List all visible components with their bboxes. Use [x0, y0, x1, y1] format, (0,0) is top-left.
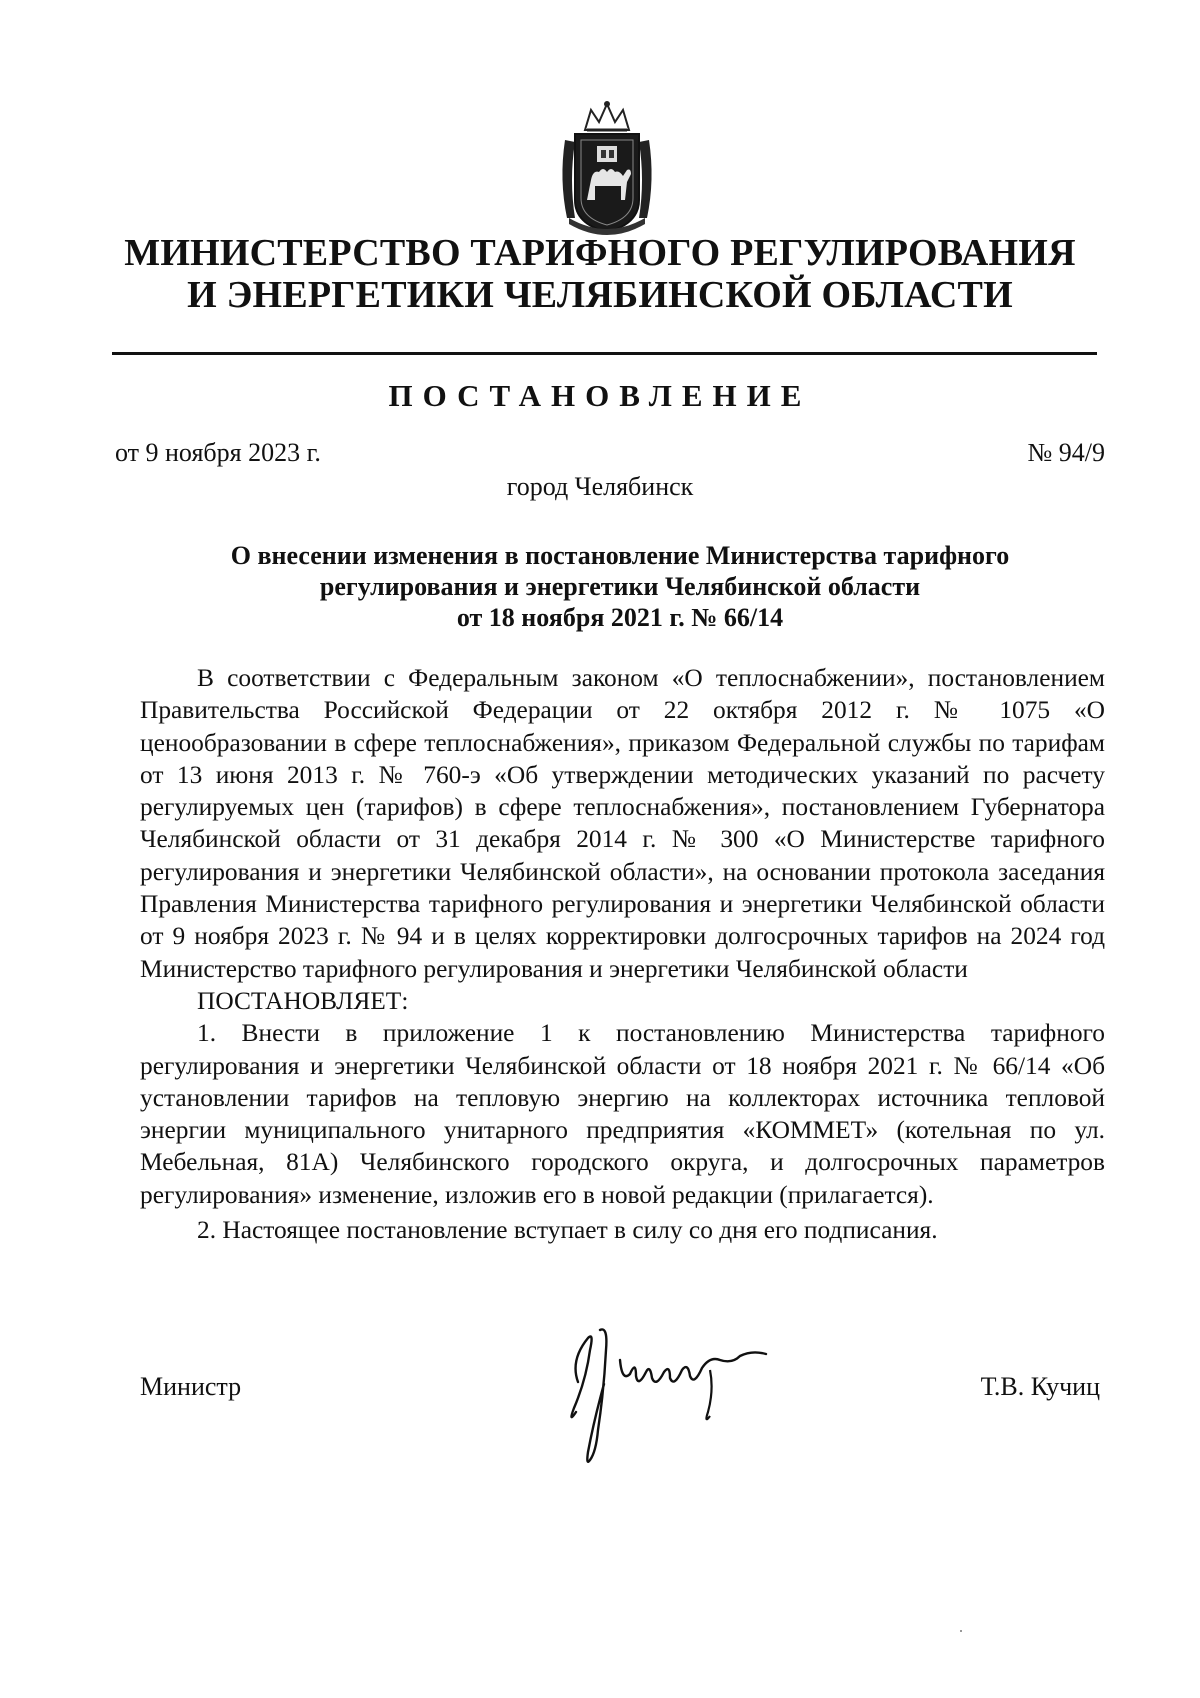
chelyabinsk-coat-of-arms-icon	[557, 100, 657, 242]
date-number-line	[115, 438, 1105, 468]
preamble-paragraph: В соответствии с Федеральным законом «О теплоснабжении», постановлением Правительства Российской Федерации от 22 октября 2012 г. № 1075 «О ценообразовании в сфере теплоснабжения», приказом Федеральной службы по тарифам от 13 июня 2013 г. № 760-э «Об утверждении методических указаний по расчету регулируемых цен (тарифов) в сфере теплоснабжения», постановлением Губернатора Челябинской области от 31 декабря 2014 г. № 300 «О Министерстве тарифного регулирования и энергетики Челябинской области», на основании протокола заседания Правления Министерства тарифного регулирования и энергетики Челябинской области от 9 ноября 2023 г. № 94 и в целях корректировки долгосрочных тарифов на 2024 год Министерство тарифного регулирования и энергетики Челябинской области	[140, 664, 1105, 983]
signature-row	[140, 1372, 1100, 1402]
ministry-name-line2: И ЭНЕРГЕТИКИ ЧЕЛЯБИНСКОЙ ОБЛАСТИ	[187, 274, 1013, 316]
document-date: от 9 ноября 2023 г.	[115, 438, 321, 467]
document-number: № 94/9	[1027, 438, 1105, 467]
item-1-paragraph: 1. Внести в приложение 1 к постановлению Министерства тарифного регулирования и энергетики Челябинской области от 18 ноября 2021 г. № 66/14 «Об установлении тарифов на тепловую энергию на коллекторах источника тепловой энергии муниципального унитарного предприятия «КОММЕТ» (котельная по ул. Мебельная, 81А) Челябинского городского округа, и долгосрочных параметров регулирования» изменение, изложив его в новой редакции (прилагается).	[140, 1019, 1105, 1209]
title-line-2: регулирования и энергетики Челябинской области	[319, 572, 921, 601]
document-title	[130, 540, 1110, 633]
document-type: ПОСТАНОВЛЕНИЕ	[388, 378, 812, 413]
signer-name: Т.В. Кучиц	[980, 1372, 1100, 1401]
scan-speck	[960, 1630, 962, 1632]
item-2-paragraph: 2. Настоящее постановление вступает в силу со дня его подписания.	[197, 1216, 938, 1245]
signer-position: Министр	[140, 1372, 242, 1401]
decree-word: ПОСТАНОВЛЯЕТ:	[197, 986, 409, 1015]
document-city: город Челябинск	[506, 472, 694, 501]
header-rule	[112, 352, 1097, 355]
document-body	[140, 662, 1105, 1246]
title-line-1: О внесении изменения в постановление Министерства тарифного	[230, 541, 1010, 570]
ministry-name-line1: МИНИСТЕРСТВО ТАРИФНОГО РЕГУЛИРОВАНИЯ	[124, 232, 1076, 274]
title-line-3: от 18 ноября 2021 г. № 66/14	[456, 603, 784, 632]
